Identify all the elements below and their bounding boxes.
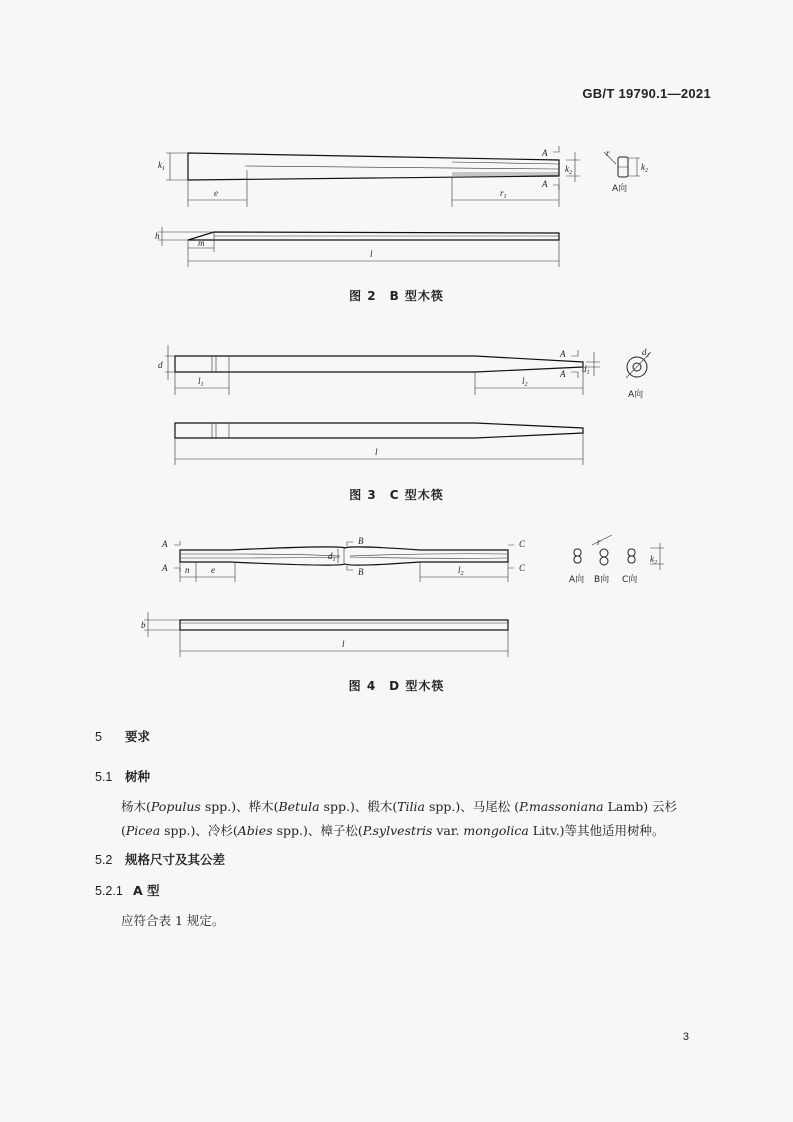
fig4-label-C-top: C — [519, 539, 526, 549]
figure-2-caption: 图 2 B 型木筷 — [349, 289, 444, 303]
figure-4-caption: 图 4 D 型木筷 — [348, 679, 445, 693]
fig4-label-l2: $l_2$ — [458, 565, 464, 577]
fig4-label-C-bot: C — [519, 563, 526, 573]
fig4-section-C — [628, 549, 635, 563]
fig4-label-k2: $k_2$ — [650, 554, 657, 566]
fig2-label-l: l — [370, 249, 373, 259]
fig4-label-l: l — [342, 639, 345, 649]
fig2-label-A-top: A — [542, 148, 548, 158]
fig4-label-B-top: B — [358, 536, 364, 546]
section-5-2-1-heading: 5.2.1 A 型 — [95, 883, 160, 898]
fig2-view-label: A向 — [612, 184, 628, 194]
fig4-section-A — [574, 549, 581, 563]
fig4-label-d1: $d_1$ — [328, 551, 336, 563]
fig2-label-k2: $k_2$ — [565, 164, 572, 176]
fig3-label-l: l — [375, 447, 378, 457]
section-5-2-1-body: 应符合表 1 规定。 — [121, 913, 225, 928]
section-5-1-body: 杨木(Populus spp.)、桦木(Betula spp.)、椴木(Tilia spp.)、马尾松 (P.massoniana Lamb) 云杉(Picea spp.)、冷杉(Abies spp.)、樟子松(P.sylvestris var. mongolica Litv.)等其他适用树种。 — [121, 799, 678, 838]
fig3-view-label: A向 — [628, 390, 644, 400]
fig4-label-b: b — [141, 620, 146, 630]
fig2-label-e: e — [214, 188, 218, 198]
fig3-label-d1: $d_1$ — [582, 364, 590, 376]
fig4-label-n: n — [185, 565, 190, 575]
fig2-label-m: m — [198, 238, 205, 248]
fig3-label-l2: $l_2$ — [522, 376, 528, 388]
fig2-label-A-bot: A — [542, 179, 548, 189]
fig3-label-A-bot: A — [560, 369, 566, 379]
fig4-label-A-top: A — [162, 539, 168, 549]
figure-3-caption: 图 3 C 型木筷 — [349, 488, 444, 502]
fig4-section-B — [592, 535, 612, 565]
fig4-label-A-bot: A — [162, 563, 168, 573]
page-number: 3 — [682, 1031, 689, 1043]
fig2-label-r: r — [606, 148, 610, 158]
fig4-side-view-outline — [180, 620, 508, 630]
section-5-2-heading: 5.2 规格尺寸及其公差 — [95, 852, 226, 867]
fig4-view-A: A向 — [569, 575, 585, 585]
section-5-1-heading: 5.1 树种 — [95, 769, 151, 784]
fig2-label-r1: $r_1$ — [500, 188, 507, 200]
section-5-heading: 5 要求 — [95, 729, 151, 744]
standard-number: GB/T 19790.1—2021 — [582, 86, 711, 101]
fig4-label-B-bot: B — [358, 567, 364, 577]
fig4-label-e: e — [211, 565, 215, 575]
fig4-view-B: B向 — [594, 575, 610, 585]
fig3-label-l1: $l_1$ — [198, 376, 204, 388]
fig3-label-d: d — [158, 360, 163, 370]
fig3-label-d1-view: $d_1$ — [642, 347, 650, 359]
fig3-label-A-top: A — [560, 349, 566, 359]
fig2-label-k2-view: $k_2$ — [641, 162, 648, 174]
fig4-view-C: C向 — [622, 575, 638, 585]
fig2-label-k1: $k_1$ — [158, 160, 165, 172]
fig2-label-h: h — [155, 231, 160, 241]
svg-text:r: r — [597, 537, 601, 547]
